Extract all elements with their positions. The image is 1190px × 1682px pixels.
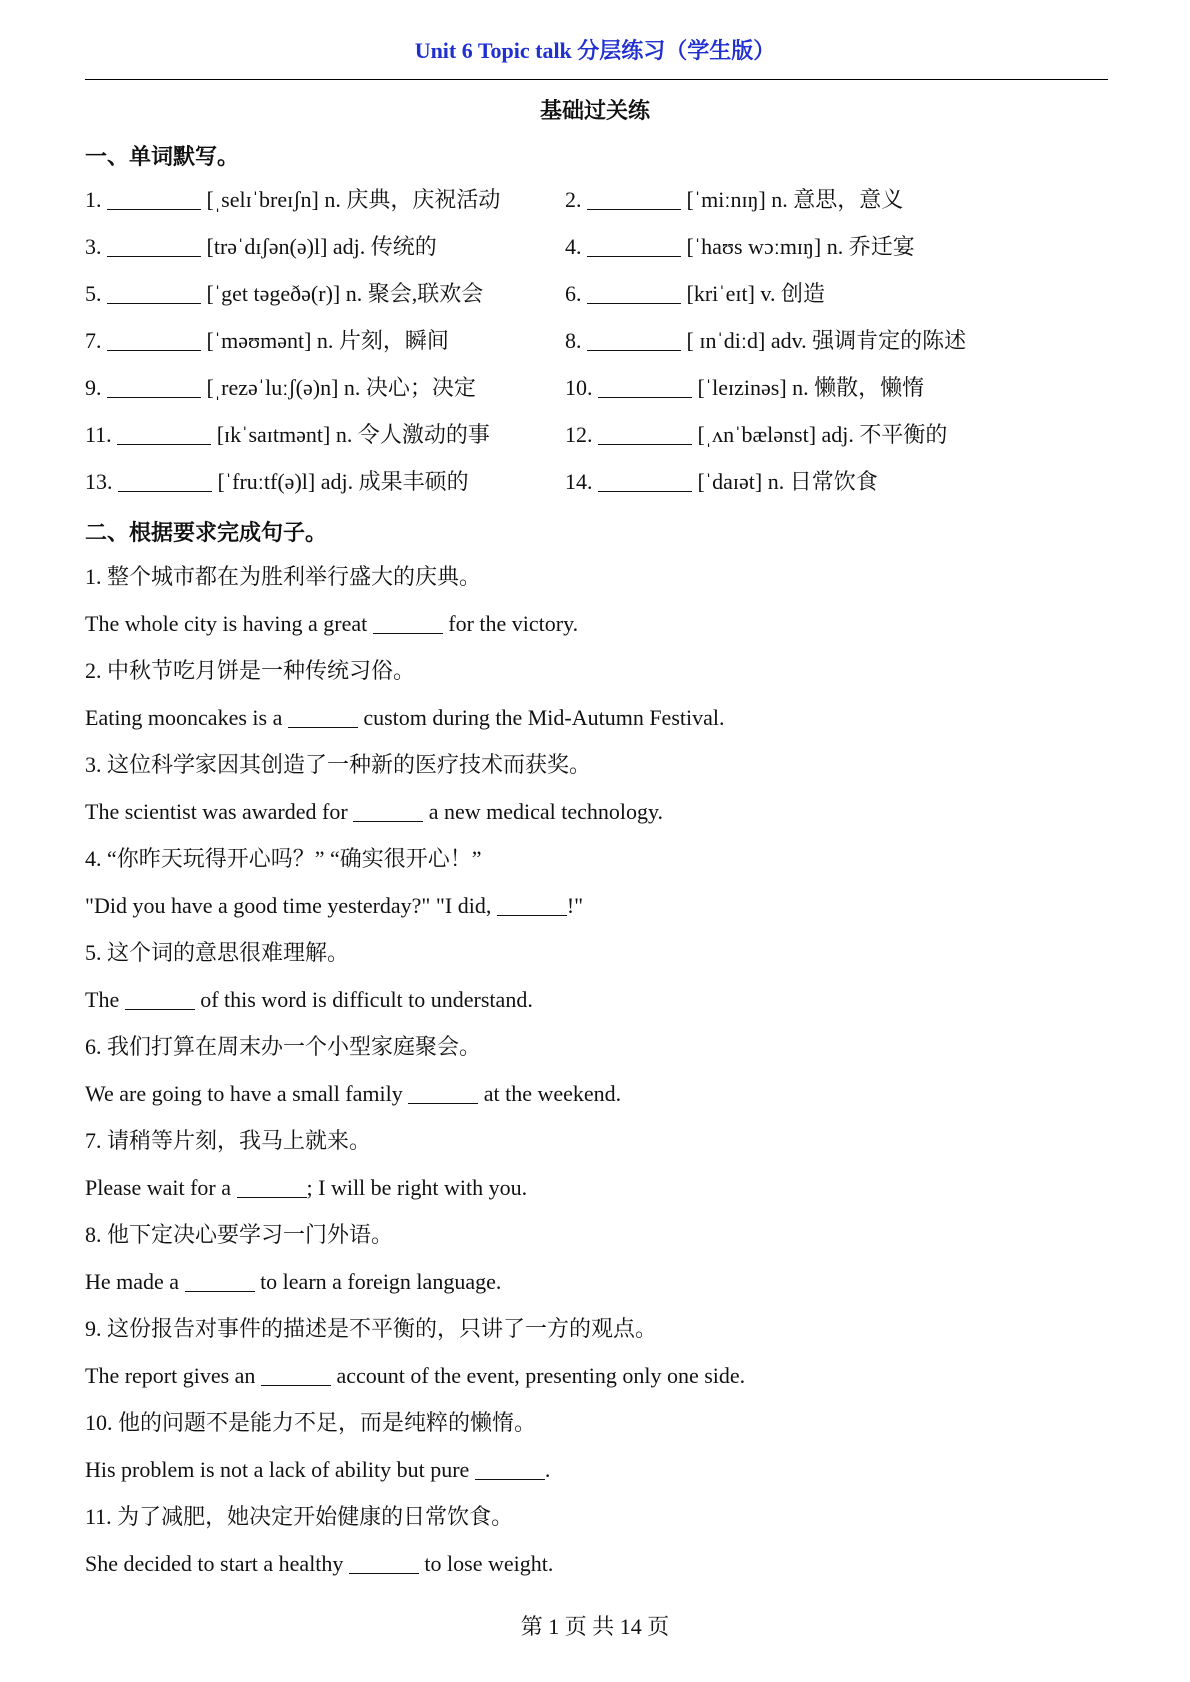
sentence-prompt-5: 5. 这个词的意思很难理解。 (85, 940, 350, 965)
vocab-number: 2. (565, 187, 582, 212)
sentence-answer-10 (85, 1455, 550, 1485)
sentence-answer-4 (85, 891, 583, 921)
answer-blank[interactable] (107, 189, 201, 210)
sentence-answer-1 (85, 609, 578, 639)
answer-blank[interactable] (353, 801, 423, 822)
vocab-prompt: [ˈhaʊs wɔːmɪŋ] n. 乔迁宴 (686, 234, 915, 259)
sentence-text: account of the event, presenting only one side. (330, 1363, 746, 1388)
vocab-prompt: [ɪkˈsaɪtmənt] n. 令人激动的事 (216, 422, 490, 447)
sentence-text: . (544, 1457, 551, 1482)
vocab-number: 12. (565, 422, 593, 447)
sentence-prompt-8: 8. 他下定决心要学习一门外语。 (85, 1222, 394, 1247)
sentence-text: !" (566, 893, 584, 918)
answer-blank[interactable] (373, 613, 443, 634)
vocab-item-12 (565, 420, 947, 450)
sentence-answer-11 (85, 1549, 553, 1579)
vocab-number: 10. (565, 375, 593, 400)
sentence-text: of this word is difficult to understand. (194, 987, 533, 1012)
vocab-prompt: [ˈget təgeðə(r)] n. 聚会,联欢会 (206, 281, 484, 306)
sentence-answer-7 (85, 1173, 527, 1203)
sentence-answer-6 (85, 1079, 621, 1109)
sentence-answer-9 (85, 1361, 745, 1391)
sentence-prompt-4: 4. “你昨天玩得开心吗？” “确实很开心！” (85, 846, 482, 871)
answer-blank[interactable] (598, 377, 692, 398)
vocab-number: 8. (565, 328, 582, 353)
vocab-item-2 (565, 185, 903, 215)
vocab-item-13 (85, 467, 469, 497)
vocab-number: 13. (85, 469, 113, 494)
sentence-prompt-10: 10. 他的问题不是能力不足，而是纯粹的懒惰。 (85, 1410, 537, 1435)
sentence-prompt-3: 3. 这位科学家因其创造了一种新的医疗技术而获奖。 (85, 752, 592, 777)
answer-blank[interactable] (587, 236, 681, 257)
level-title: 基础过关练 (539, 98, 650, 123)
vocab-number: 11. (85, 422, 112, 447)
sentence-prompt-6: 6. 我们打算在周末办一个小型家庭聚会。 (85, 1034, 482, 1059)
sentence-text: at the weekend. (478, 1081, 622, 1106)
vocab-prompt: [trəˈdɪʃən(ə)l] adj. 传统的 (206, 234, 437, 259)
sentence-text: "Did you have a good time yesterday?" "I did, (85, 893, 497, 918)
vocab-number: 14. (565, 469, 593, 494)
answer-blank[interactable] (118, 471, 212, 492)
vocab-item-3 (85, 232, 437, 262)
vocab-prompt: [ˈfruːtf(ə)l] adj. 成果丰硕的 (217, 469, 469, 494)
vocab-item-1 (85, 185, 500, 215)
sentence-text: Please wait for a (85, 1175, 237, 1200)
section1-heading: 一、单词默写。 (85, 144, 240, 169)
sentence-text: a new medical technology. (423, 799, 664, 824)
sentence-text: Eating mooncakes is a (85, 705, 288, 730)
vocab-prompt: [ˌʌnˈbælənst] adj. 不平衡的 (697, 422, 948, 447)
vocab-prompt: [ˌrezəˈluːʃ(ə)n] n. 决心；决定 (206, 375, 476, 400)
sentence-text: ; I will be right with you. (306, 1175, 528, 1200)
vocab-prompt: [ ɪnˈdiːd] adv. 强调肯定的陈述 (686, 328, 967, 353)
vocab-number: 1. (85, 187, 102, 212)
vocab-number: 3. (85, 234, 102, 259)
vocab-item-14 (565, 467, 878, 497)
sentence-text: custom during the Mid-Autumn Festival. (357, 705, 725, 730)
vocab-item-10 (565, 373, 924, 403)
sentence-text: The scientist was awarded for (85, 799, 354, 824)
vocab-item-11 (85, 420, 490, 450)
sentence-answer-2 (85, 703, 725, 733)
sentence-text: for the victory. (442, 611, 579, 636)
sentence-text: to learn a foreign language. (254, 1269, 502, 1294)
answer-blank[interactable] (497, 895, 567, 916)
sentence-answer-5 (85, 985, 533, 1015)
sentence-text: His problem is not a lack of ability but pure (85, 1457, 475, 1482)
answer-blank[interactable] (288, 707, 358, 728)
answer-blank[interactable] (117, 424, 211, 445)
header-divider (85, 79, 1108, 80)
answer-blank[interactable] (587, 189, 681, 210)
vocab-number: 6. (565, 281, 582, 306)
header-title: Unit 6 Topic talk 分层练习（学生版） (414, 38, 776, 63)
answer-blank[interactable] (237, 1177, 307, 1198)
answer-blank[interactable] (107, 330, 201, 351)
answer-blank[interactable] (587, 283, 681, 304)
sentence-prompt-2: 2. 中秋节吃月饼是一种传统习俗。 (85, 658, 416, 683)
vocab-item-5 (85, 279, 483, 309)
sentence-prompt-1: 1. 整个城市都在为胜利举行盛大的庆典。 (85, 564, 482, 589)
vocab-number: 9. (85, 375, 102, 400)
answer-blank[interactable] (408, 1083, 478, 1104)
answer-blank[interactable] (125, 989, 195, 1010)
sentence-prompt-7: 7. 请稍等片刻，我马上就来。 (85, 1128, 372, 1153)
vocab-prompt: [ˈdaɪət] n. 日常饮食 (697, 469, 878, 494)
sentence-text: The (85, 987, 125, 1012)
sentence-text: The whole city is having a great (85, 611, 373, 636)
answer-blank[interactable] (587, 330, 681, 351)
answer-blank[interactable] (107, 377, 201, 398)
vocab-item-8 (565, 326, 966, 356)
answer-blank[interactable] (598, 471, 692, 492)
section2-heading: 二、根据要求完成句子。 (85, 520, 328, 545)
answer-blank[interactable] (185, 1271, 255, 1292)
answer-blank[interactable] (107, 236, 201, 257)
sentence-prompt-11: 11. 为了减肥，她决定开始健康的日常饮食。 (85, 1504, 514, 1529)
sentence-text: to lose weight. (418, 1551, 554, 1576)
vocab-item-9 (85, 373, 476, 403)
sentence-text: He made a (85, 1269, 185, 1294)
vocab-item-7 (85, 326, 449, 356)
vocab-number: 4. (565, 234, 582, 259)
vocab-item-6 (565, 279, 825, 309)
answer-blank[interactable] (598, 424, 692, 445)
sentence-text: The report gives an (85, 1363, 261, 1388)
vocab-prompt: [kriˈeɪt] v. 创造 (686, 281, 825, 306)
answer-blank[interactable] (475, 1459, 545, 1480)
vocab-prompt: [ˌselɪˈbreɪʃn] n. 庆典，庆祝活动 (206, 187, 501, 212)
page-footer: 第 1 页 共 14 页 (520, 1614, 670, 1639)
sentence-prompt-9: 9. 这份报告对事件的描述是不平衡的，只讲了一方的观点。 (85, 1316, 658, 1341)
vocab-number: 7. (85, 328, 102, 353)
sentence-answer-3 (85, 797, 663, 827)
answer-blank[interactable] (349, 1553, 419, 1574)
answer-blank[interactable] (107, 283, 201, 304)
sentence-text: We are going to have a small family (85, 1081, 409, 1106)
vocab-prompt: [ˈməʊmənt] n. 片刻，瞬间 (206, 328, 449, 353)
sentence-answer-8 (85, 1267, 501, 1297)
vocab-prompt: [ˈleɪzinəs] n. 懒散，懒惰 (697, 375, 925, 400)
vocab-number: 5. (85, 281, 102, 306)
vocab-prompt: [ˈmiːnɪŋ] n. 意思，意义 (686, 187, 904, 212)
vocab-item-4 (565, 232, 915, 262)
sentence-text: She decided to start a healthy (85, 1551, 349, 1576)
answer-blank[interactable] (261, 1365, 331, 1386)
